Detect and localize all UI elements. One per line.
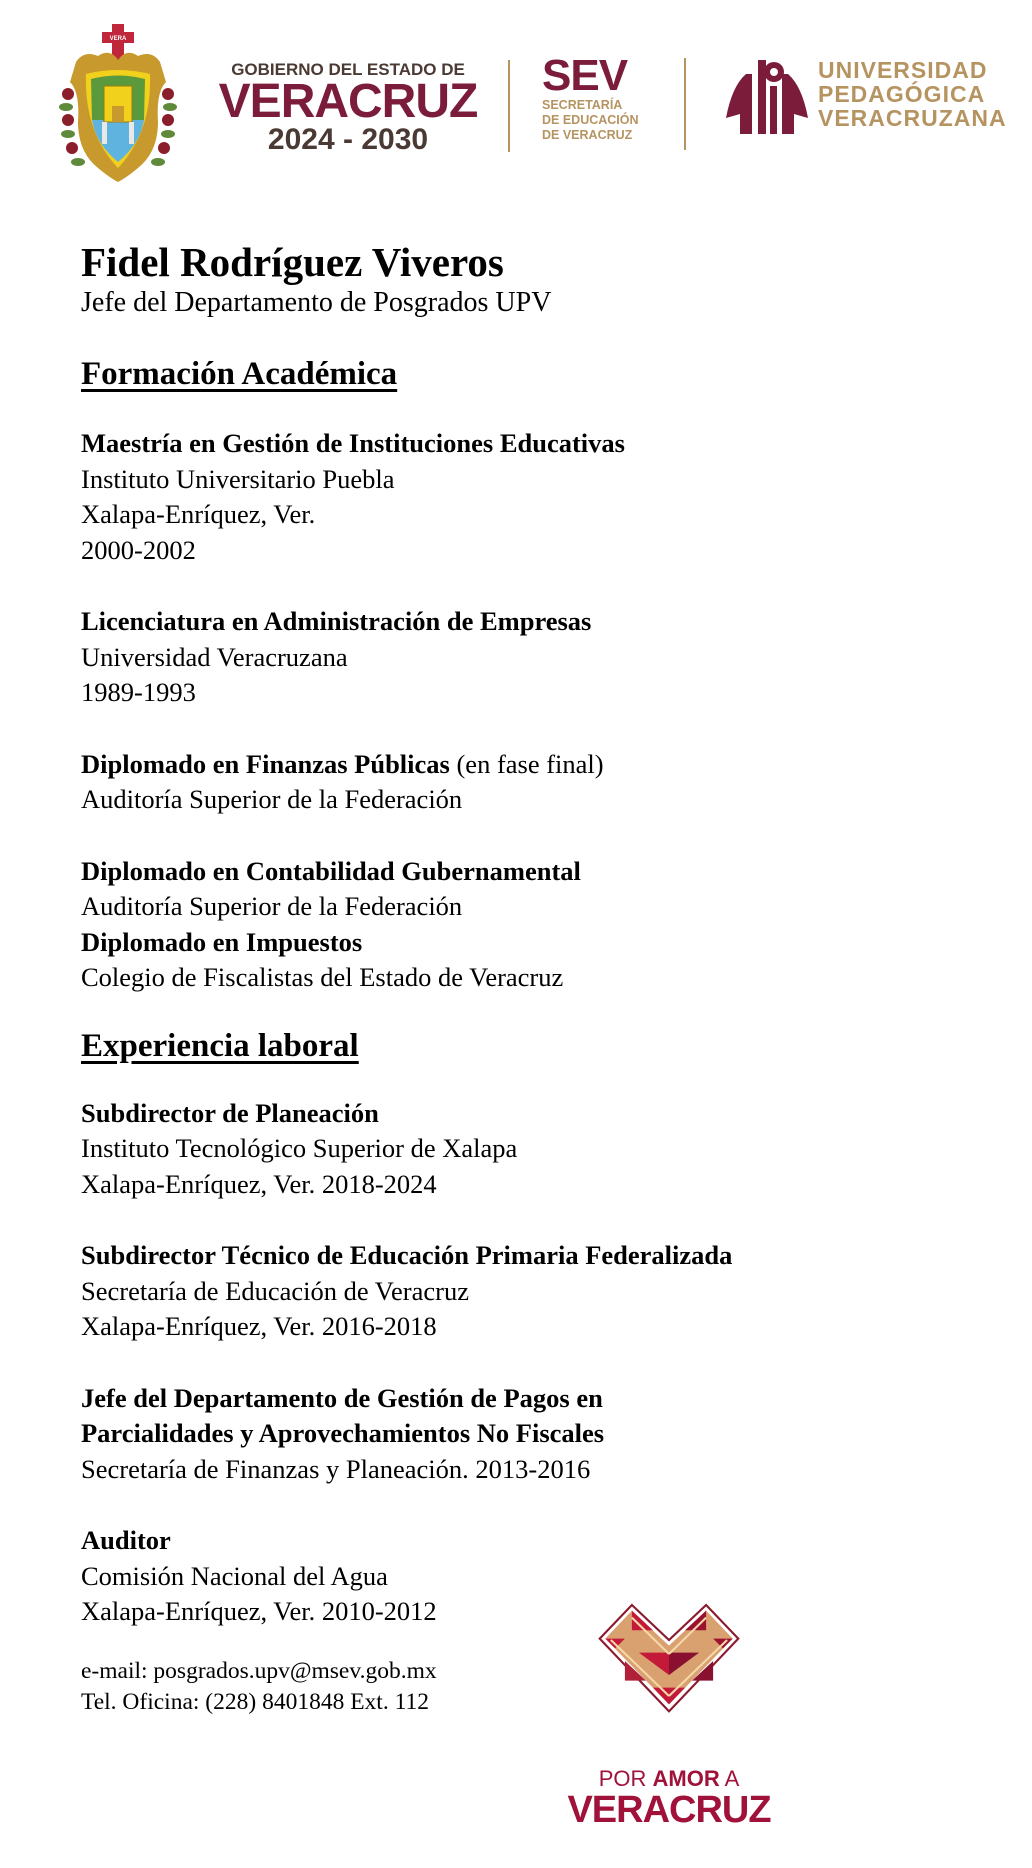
experience-line: Instituto Tecnológico Superior de Xalapa xyxy=(81,1133,518,1163)
person-role: Jefe del Departamento de Posgrados UPV xyxy=(81,287,552,318)
education-line: 1989-1993 xyxy=(81,677,196,707)
gobierno-line1: GOBIERNO DEL ESTADO DE xyxy=(231,60,465,79)
experience-title: Subdirector de Planeación xyxy=(81,1097,379,1128)
education-line: Xalapa-Enríquez, Ver. xyxy=(81,499,316,529)
footer-logo-text: A xyxy=(719,1766,740,1791)
experience-title: Jefe del Departamento de Gestión de Pagos en xyxy=(81,1382,603,1413)
education-item xyxy=(81,604,981,711)
experience-item xyxy=(81,1096,981,1203)
education-item xyxy=(81,925,981,996)
footer-logo-text: POR xyxy=(598,1766,653,1791)
upv-line3: VERACRUZANA xyxy=(818,105,1007,131)
sev-line3: DE VERACRUZ xyxy=(542,128,633,142)
upv-emblem-icon xyxy=(722,56,812,136)
shield-motto: VERA xyxy=(109,36,127,42)
email-line: e-mail: posgrados.upv@msev.gob.mx xyxy=(81,1657,437,1684)
education-note: (en fase final) xyxy=(449,748,604,779)
education-item xyxy=(81,854,981,925)
experience-item xyxy=(81,1238,981,1345)
cv-body xyxy=(81,238,981,1718)
experience-line: Secretaría de Educación de Veracruz xyxy=(81,1275,469,1306)
gobierno-line3: 2024 - 2030 xyxy=(267,123,429,156)
education-line: Auditoría Superior de la Federación xyxy=(81,891,463,921)
education-title: Diplomado en Finanzas Públicas xyxy=(81,748,450,779)
experience-item xyxy=(81,1381,981,1488)
header-divider xyxy=(508,60,510,152)
education-title: Licenciatura en Administración de Empresas xyxy=(81,606,592,636)
gobierno-line2: VERACRUZ xyxy=(218,75,478,128)
education-line: Instituto Universitario Puebla xyxy=(81,463,395,494)
experience-line: Comisión Nacional del Agua xyxy=(81,1560,388,1591)
section-heading-education: Formación Académica xyxy=(81,356,398,392)
person-name: Fidel Rodríguez Viveros xyxy=(81,239,504,285)
upv-line2: PEDAGÓGICA xyxy=(818,81,986,107)
experience-line: Xalapa-Enríquez, Ver. 2018-2024 xyxy=(81,1168,437,1199)
por-amor-a-veracruz-heart-icon xyxy=(566,1598,772,1766)
education-line: Auditoría Superior de la Federación xyxy=(81,784,463,814)
experience-title: Subdirector Técnico de Educación Primaria Federalizada xyxy=(81,1240,733,1270)
experience-line: Secretaría de Finanzas y Planeación. 2013-2016 xyxy=(81,1453,591,1484)
sev-logo xyxy=(542,51,672,143)
experience-line: Xalapa-Enríquez, Ver. 2016-2018 xyxy=(81,1311,437,1341)
upv-logo-text xyxy=(818,58,1007,130)
experience-title: Parcialidades y Aprovechamientos No Fiscales xyxy=(81,1418,605,1448)
veracruz-coat-of-arms-icon xyxy=(54,22,182,184)
sev-line1: SECRETARÍA xyxy=(542,98,623,112)
education-title: Maestría en Gestión de Instituciones Educativas xyxy=(81,428,625,458)
education-line: Colegio de Fiscalistas del Estado de Veracruz xyxy=(81,962,564,992)
experience-line: Xalapa-Enríquez, Ver. 2010-2012 xyxy=(81,1596,437,1626)
education-item xyxy=(81,747,981,818)
phone-line: Tel. Oficina: (228) 8401848 Ext. 112 xyxy=(81,1688,429,1715)
header-divider xyxy=(684,58,686,150)
education-title: Diplomado en Impuestos xyxy=(81,926,363,957)
letterhead xyxy=(0,0,1032,200)
footer-logo-line2: VERACRUZ xyxy=(567,1789,771,1831)
experience-title: Auditor xyxy=(81,1525,171,1555)
upv-line1: UNIVERSIDAD xyxy=(818,57,988,83)
sev-acronym: SEV xyxy=(542,51,628,100)
footer-logo-text: AMOR xyxy=(652,1766,720,1791)
gobierno-veracruz-logo xyxy=(218,60,478,156)
education-line: 2000-2002 xyxy=(81,534,196,565)
education-line: Universidad Veracruzana xyxy=(81,641,348,672)
sev-line2: DE EDUCACIÓN xyxy=(542,113,639,127)
section-heading-experience: Experiencia laboral xyxy=(81,1027,359,1064)
education-title: Diplomado en Contabilidad Gubernamental xyxy=(81,855,581,886)
experience-item xyxy=(81,1523,981,1630)
education-item xyxy=(81,426,981,568)
